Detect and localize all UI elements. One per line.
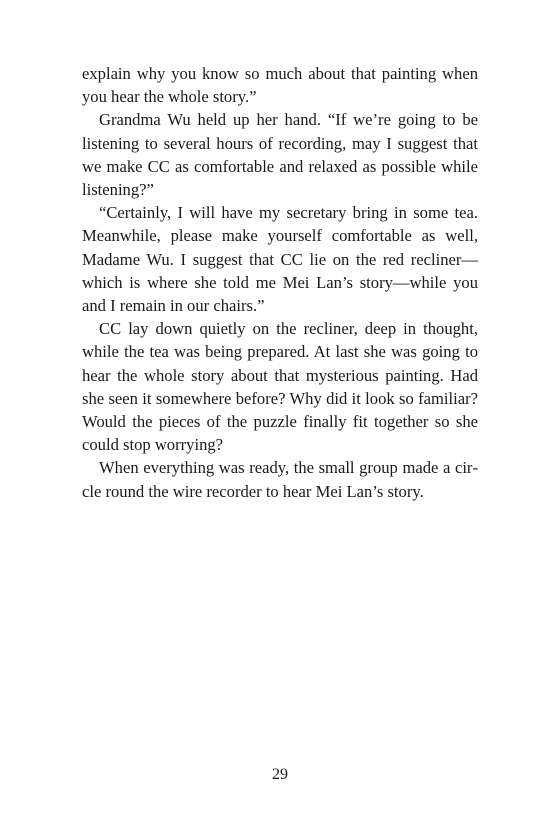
paragraph-cc-recliner: CC lay down quietly on the recliner, deep in thought, while the tea was being prepared. At last she was going to hear the whole story about that mysterious painting. Had she seen it somewhere before? Why did it look so familiar? Would the pieces of the puzzle finally fit together so she could stop worrying? [82, 319, 478, 455]
body-text [82, 62, 478, 503]
paragraph-continued: explain why you know so much about that painting when you hear the whole story.” [82, 64, 478, 107]
paragraph-grandma-wu: Grandma Wu held up her hand. “If we’re going to be listening to several hours of recording, may I suggest that we make CC as comfortable and relaxed as possible while listening?” [82, 110, 478, 200]
page-number: 29 [272, 766, 288, 783]
paragraph-everything-ready: When everything was ready, the small group made a circle round the wire recorder to hear Mei Lan’s story. [82, 458, 478, 501]
paragraph-certainly: “Certainly, I will have my secretary bring in some tea. Meanwhile, please make yourself comfortable as well, Madame Wu. I suggest that CC lie on the red recliner—which is where she told me Mei Lan’s story—while you and I remain in our chairs.” [82, 203, 478, 316]
